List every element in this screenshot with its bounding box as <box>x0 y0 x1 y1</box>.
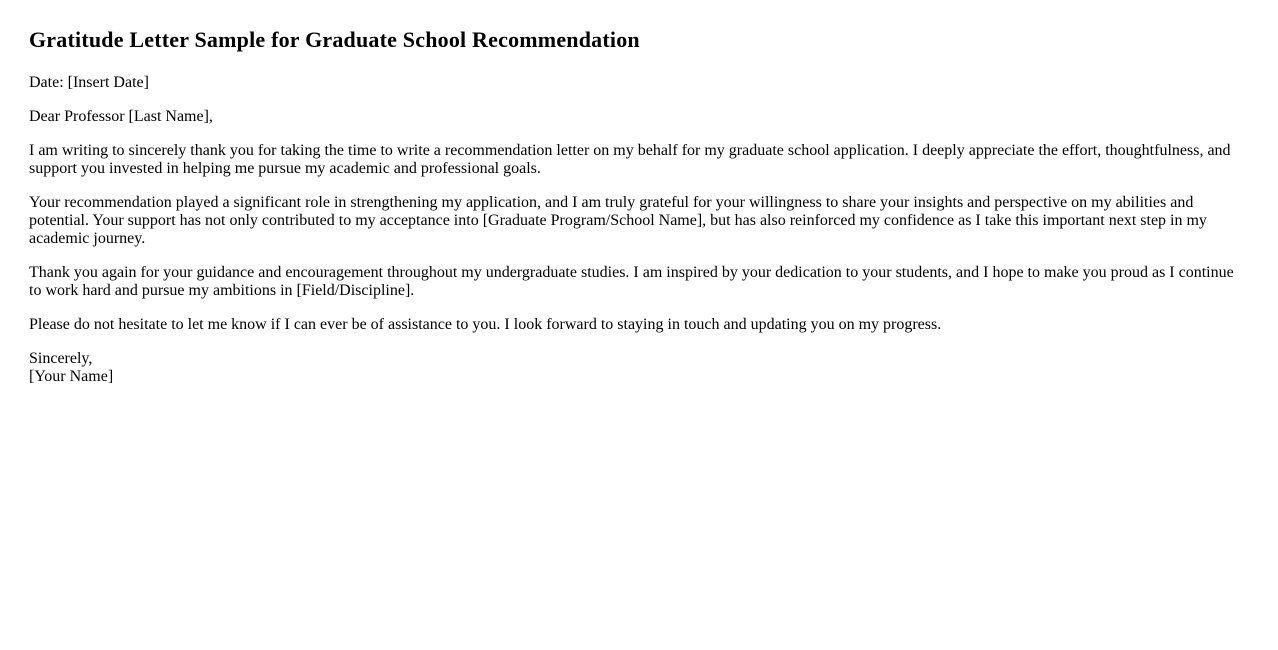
date-line: Date: [Insert Date] <box>29 74 149 91</box>
signoff: Sincerely, <box>29 350 93 367</box>
letter-paragraph-4: Please do not hesitate to let me know if I can ever be of assistance to you. I look forward to staying in touch and updating you on my progress. <box>29 316 942 333</box>
letter-paragraph-1: I am writing to sincerely thank you for taking the time to write a recommendation letter on my behalf for my graduate school application. I deeply appreciate the effort, thoughtfulness, and support you invested in helping me pursue my academic and professional goals. <box>29 142 1231 177</box>
letter-paragraph-2: Your recommendation played a significant role in strengthening my application, and I am truly grateful for your willingness to share your insights and perspective on my abilities and potential. Your support has not only contributed to my acceptance into [Graduate Program/School Name], but has also reinforced my confidence as I take this important next step in my academic journey. <box>29 194 1207 247</box>
salutation: Dear Professor [Last Name], <box>29 108 213 125</box>
letter-body <box>0 27 1278 386</box>
closing-block <box>29 350 1250 386</box>
letter-paragraph-3: Thank you again for your guidance and encouragement throughout my undergraduate studies. I am inspired by your dedication to your students, and I hope to make you proud as I continue to work hard and pursue my ambitions in [Field/Discipline]. <box>29 264 1234 299</box>
signature: [Your Name] <box>29 368 114 385</box>
page-title: Gratitude Letter Sample for Graduate School Recommendation <box>29 27 640 52</box>
